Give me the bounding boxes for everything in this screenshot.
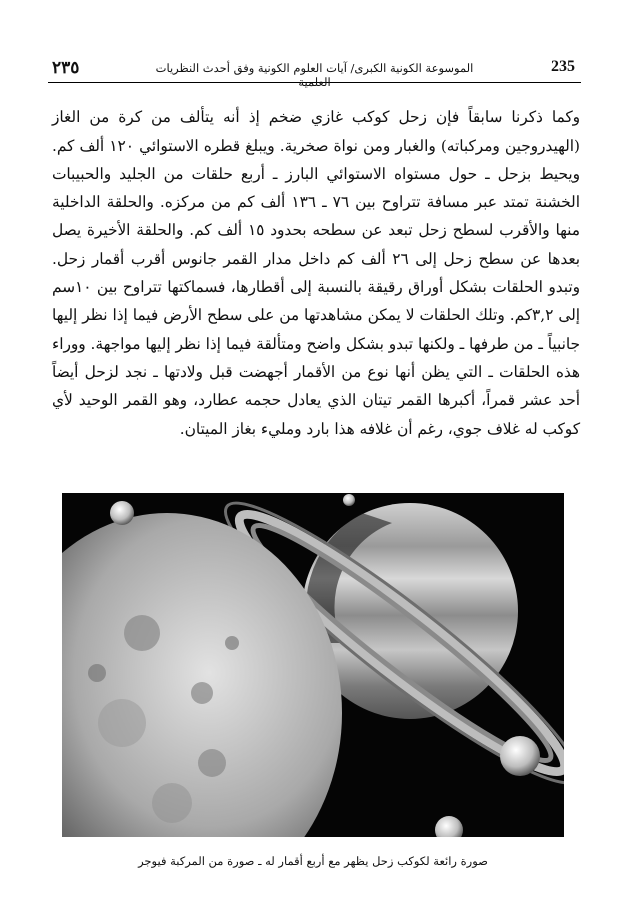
page-number-latin: 235 bbox=[551, 58, 575, 75]
saturn-moons-image bbox=[62, 493, 564, 837]
body-paragraph: وكما ذكرنا سابقاً فإن زحل كوكب غازي ضخم إذ أنه يتألف من كرة من الغاز (الهيدروجين ومركباته) والغبار ومن نواة صخرية. ويبلغ قطره الاستوائي ١٢٠ ألف كم. ويحيط بزحل ـ حول مستواه الاستوائي البارز ـ أربع حلقات من الجليد والحبيبات الخشنة تمتد عبر مسافة تتراوح بين ٧٦ ـ ١٣٦ ألف كم من مركزه. والحلقة الداخلية منها والأقرب لسطح زحل تبعد عن سطحه بحدود ١٥ ألف كم. والحلقة الأخيرة يصل بعدها عن سطح زحل إلى ٢٦ ألف كم داخل مدار القمر جانوس أقرب أقمار زحل. وتبدو الحلقات بشكل أوراق رقيقة بالنسبة إلى أقطارها، فسماكتها تتراوح بين ١٠سم إلى ٣,٢كم. وتلك الحلقات لا يمكن مشاهدتها من على سطح الأرض فيما إذا نظر إليها جانبياً ـ من طرفها ـ ولكنها تبدو بشكل واضح ومتألقة فيما إذا نظر إليها مواجهة. ووراء هذه الحلقات ـ التي يظن أنها نوع من الأقمار أجهضت قبل ولادتها ـ نجد لزحل أيضاً أحد عشر قمراً، أكبرها القمر تيتان الذي يعادل حجمه عطارد، وهو القمر الوحيد لأي كوكب له غلاف جوي، رغم أن غلافه هذا بارد ومليء بغاز الميتان. bbox=[52, 108, 580, 438]
small-moon-top-left bbox=[110, 501, 134, 525]
figure-caption: صورة رائعة لكوكب زحل يظهر مع أربع أقمار له ـ صورة من المركبة فيوجر bbox=[138, 854, 488, 868]
saturn-figure bbox=[62, 493, 564, 837]
small-moon-right bbox=[500, 736, 540, 776]
small-moon-top bbox=[343, 494, 355, 506]
page-header bbox=[48, 58, 581, 89]
running-title: الموسوعة الكونية الكبرى/ آيات العلوم الكونية وفق أحدث النظريات العلمية bbox=[155, 61, 474, 89]
page-number-arabic: ٢٣٥ bbox=[52, 58, 80, 78]
